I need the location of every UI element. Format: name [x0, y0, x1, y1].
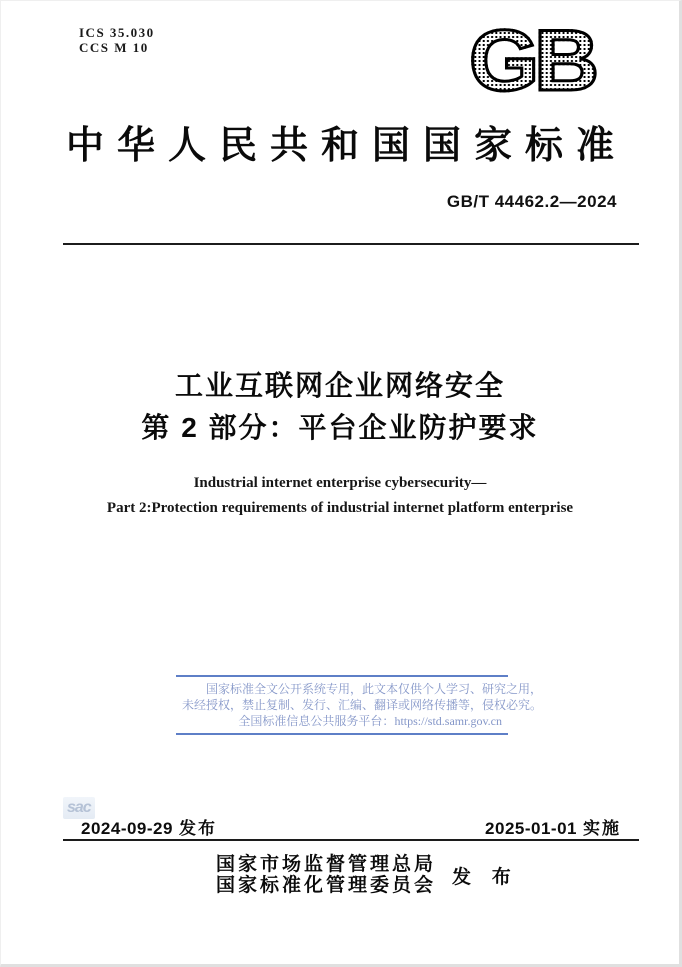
issue-date — [81, 814, 217, 839]
publish-label: 发 布 — [452, 866, 519, 888]
implementation-date — [485, 814, 621, 839]
issue-date-value: 2024-09-29 — [81, 819, 173, 838]
publisher-names — [216, 854, 436, 896]
document-title-en-line1: Industrial internet enterprise cybersecurity— — [193, 475, 487, 491]
platform-url-link[interactable]: https://std.samr.gov.cn — [394, 714, 502, 728]
implementation-date-value: 2025-01-01 — [485, 819, 577, 838]
header-divider-line — [63, 243, 639, 245]
notice-line1: 国家标准全文公开系统专用，此文本仅供个人学习、研究之用， — [206, 682, 543, 696]
document-title-cn-line2: 第 2 部分：平台企业防护要求 — [141, 412, 539, 443]
notice-line3 — [182, 713, 502, 729]
gb-logo-text: GB — [468, 13, 594, 109]
standard-number: GB/T 44462.2—2024 — [446, 192, 617, 211]
notice-line2: 未经授权，禁止复制、发行、汇编、翻译或网络传播等，侵权必究。 — [182, 698, 543, 712]
dates-row — [81, 814, 621, 839]
sac-watermark-logo: sac — [63, 797, 95, 819]
classification-codes — [79, 25, 155, 55]
national-standard-heading: 中华人民共和国国家标准 — [65, 125, 627, 167]
document-title-en-line2: Part 2:Protection requirements of industrial internet platform enterprise — [106, 500, 574, 516]
implementation-date-label: 实施 — [583, 819, 621, 838]
document-title-en — [1, 471, 679, 521]
document-title-cn-line1: 工业互联网企业网络安全 — [174, 370, 505, 401]
publisher-block — [216, 854, 519, 896]
publisher-line2: 国家标准化管理委员会 — [216, 875, 437, 896]
publisher-line1: 国家市场监督管理总局 — [216, 854, 437, 875]
footer-divider-line — [63, 839, 639, 841]
ccs-code: CCS M 10 — [79, 40, 149, 55]
issue-date-label: 发布 — [178, 819, 217, 838]
public-system-notice-box — [176, 675, 543, 735]
ics-code: ICS 35.030 — [79, 25, 155, 40]
document-title-cn — [1, 365, 679, 449]
platform-label: 全国标准信息公共服务平台： — [238, 714, 395, 728]
gb-logo — [456, 13, 606, 109]
